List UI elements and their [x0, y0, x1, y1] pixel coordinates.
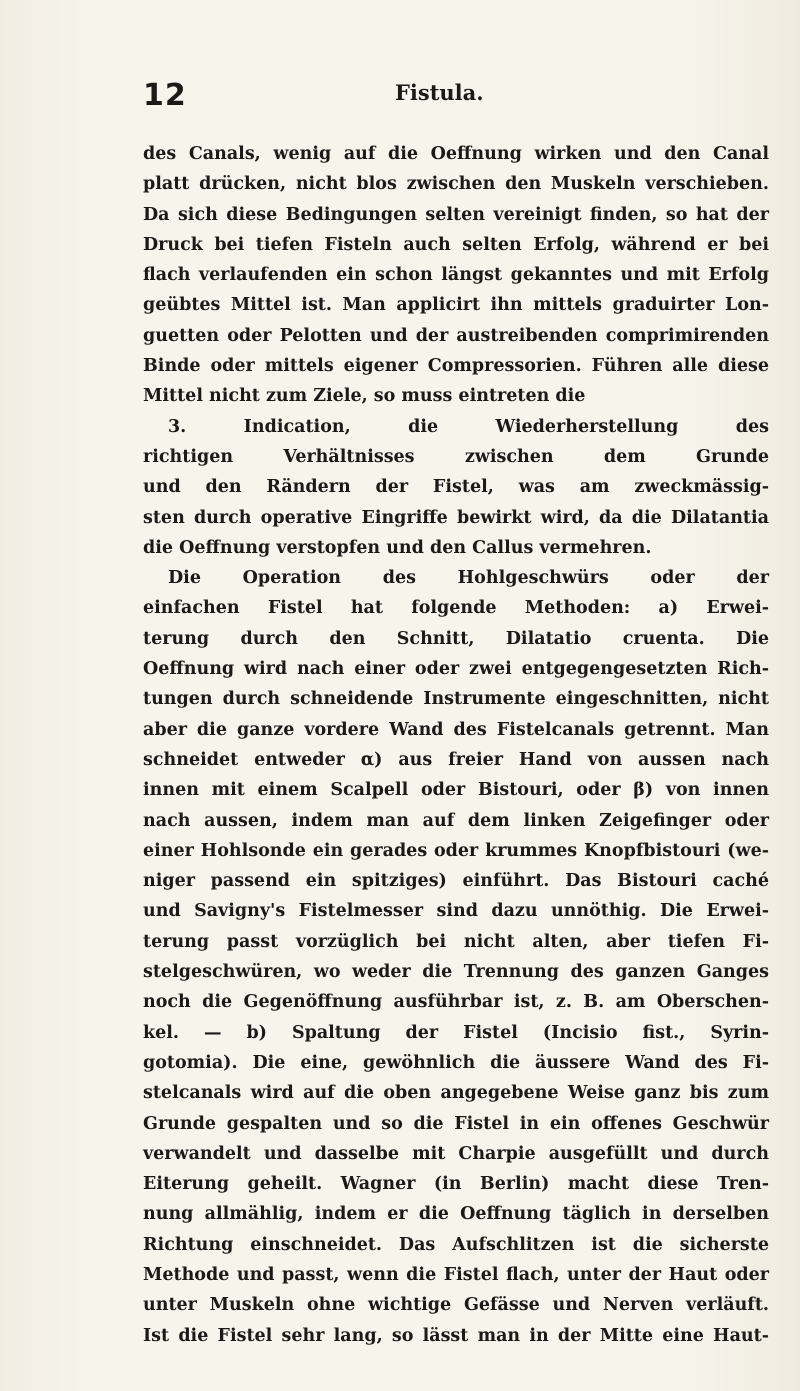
text-line: Da sich diese Bedingungen selten vereinigt finden, so hat der	[143, 204, 769, 225]
text-line: gotomia). Die eine, gewöhnlich die äussere Wand des Fi-	[143, 1052, 769, 1073]
text-line: aber die ganze vordere Wand des Fistelcanals getrennt. Man	[143, 719, 769, 740]
text-line: Binde oder mittels eigener Compressorien. Führen alle diese	[143, 356, 769, 377]
text-line: nung allmählig, indem er die Oeffnung täglich in derselben	[143, 1204, 769, 1225]
running-title: Fistula.	[395, 80, 484, 105]
text-line: noch die Gegenöffnung ausführbar ist, z. B. am Oberschen-	[143, 992, 769, 1013]
text-line: Grunde gespalten und so die Fistel in ein offenes Geschwür	[143, 1113, 769, 1134]
text-line: Oeffnung wird nach einer oder zwei entgegengesetzten Rich-	[143, 659, 769, 680]
text-line: geübtes Mittel ist. Man applicirt ihn mittels graduirter Lon-	[143, 295, 769, 316]
body-text	[143, 139, 769, 1351]
text-line: stelcanals wird auf die oben angegebene Weise ganz bis zum	[143, 1083, 769, 1104]
text-line: Eiterung geheilt. Wagner (in Berlin) macht diese Tren-	[143, 1174, 769, 1195]
text-line: des Canals, wenig auf die Oeffnung wirken und den Canal	[143, 144, 769, 164]
text-line: terung passt vorzüglich bei nicht alten, aber tiefen Fi-	[143, 931, 769, 952]
text-line: niger passend ein spitziges) einführt. Das Bistouri caché	[143, 871, 769, 892]
page-number: 12	[143, 78, 187, 113]
text-line: Ist die Fistel sehr lang, so lässt man in der Mitte eine Haut-	[143, 1325, 769, 1346]
text-line: Druck bei tiefen Fisteln auch selten Erfolg, während er bei	[143, 234, 769, 255]
text-line: terung durch den Schnitt, Dilatatio cruenta. Die	[143, 628, 769, 649]
text-line: sten durch operative Eingriffe bewirkt wird, da die Dilatantia	[143, 507, 769, 528]
text-line: stelgeschwüren, wo weder die Trennung des ganzen Ganges	[143, 962, 769, 983]
text-line: verwandelt und dasselbe mit Charpie ausgefüllt und durch	[143, 1143, 769, 1164]
text-line: 3. Indication, die Wiederherstellung des	[168, 416, 769, 437]
text-line: kel. — b) Spaltung der Fistel (Incisio fist., Syrin-	[143, 1022, 769, 1043]
text-line: einfachen Fistel hat folgende Methoden: a) Erwei-	[143, 598, 769, 619]
page-header	[143, 78, 663, 118]
text-line: innen mit einem Scalpell oder Bistouri, oder β) von innen	[143, 780, 769, 801]
text-line: unter Muskeln ohne wichtige Gefässe und Nerven verläuft.	[143, 1295, 769, 1316]
text-line: die Oeffnung verstopfen und den Callus vermehren.	[143, 537, 652, 558]
text-line: Richtung einschneidet. Das Aufschlitzen ist die sicherste	[143, 1234, 769, 1255]
text-line: guetten oder Pelotten und der austreibenden comprimirenden	[143, 325, 769, 346]
text-line: platt drücken, nicht blos zwischen den Muskeln verschieben.	[143, 174, 769, 195]
text-line: und den Rändern der Fistel, was am zweckmässig-	[143, 477, 769, 498]
text-line: einer Hohlsonde ein gerades oder krummes Knopfbistouri (we-	[143, 840, 769, 861]
text-line: Die Operation des Hohlgeschwürs oder der	[168, 568, 769, 589]
text-line: Methode und passt, wenn die Fistel flach, unter der Haut oder	[143, 1264, 769, 1285]
text-line: Mittel nicht zum Ziele, so muss eintreten die	[143, 386, 586, 407]
text-line: und Savigny's Fistelmesser sind dazu unnöthig. Die Erwei-	[143, 901, 769, 922]
text-line: schneidet entweder α) aus freier Hand von aussen nach	[143, 749, 769, 770]
text-line: richtigen Verhältnisses zwischen dem Grunde	[143, 446, 769, 467]
text-line: flach verlaufenden ein schon längst gekanntes und mit Erfolg	[143, 265, 769, 286]
text-line: nach aussen, indem man auf dem linken Zeigefinger oder	[143, 810, 769, 831]
text-line: tungen durch schneidende Instrumente eingeschnitten, nicht	[143, 689, 769, 710]
